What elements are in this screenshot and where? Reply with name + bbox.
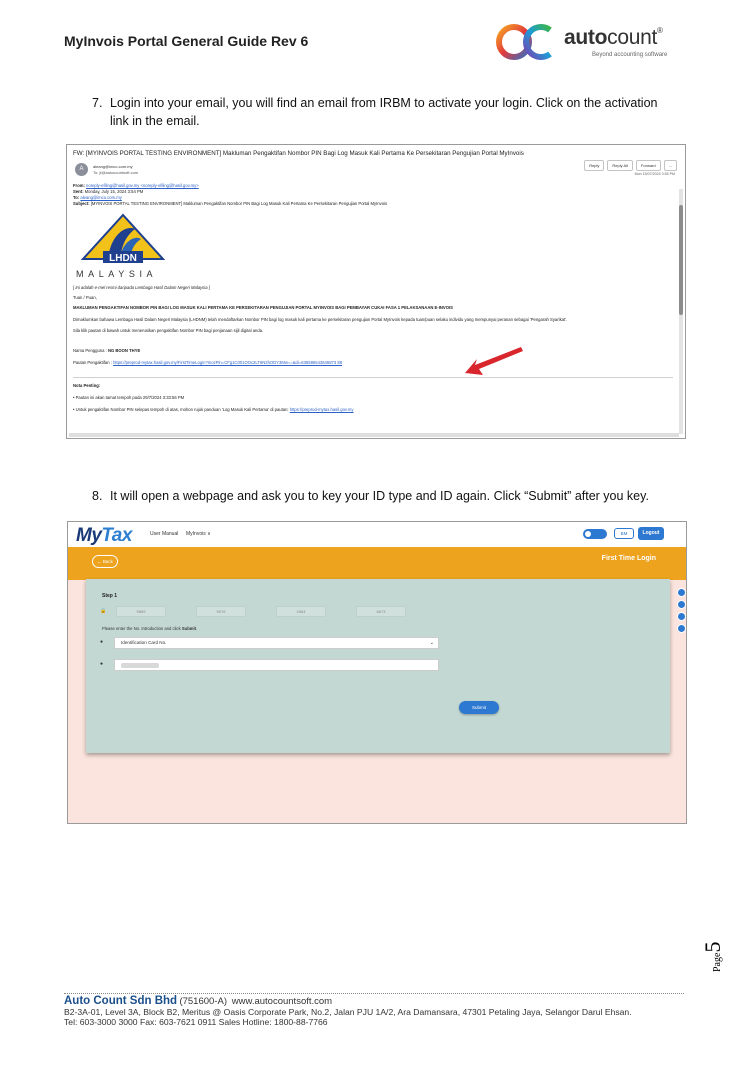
step-7 bbox=[92, 94, 692, 130]
instruction-text: Please enter the No. Introduction and click Submit. bbox=[102, 626, 198, 631]
vertical-scrollbar[interactable] bbox=[679, 189, 683, 434]
mytax-screenshot bbox=[67, 521, 687, 824]
logo-tagline: Beyond accounting software bbox=[592, 52, 668, 58]
company-website[interactable]: www.autocountsoft.com bbox=[231, 996, 333, 1007]
step-text-continued: link in the email. bbox=[110, 114, 200, 128]
document-title: MyInvois Portal General Guide Rev 6 bbox=[64, 33, 309, 49]
name-line: Nama Pengguna : NG BOON THYE bbox=[73, 348, 141, 353]
header-from: From: noreply-efiling@hasil.gov.my <noreply-efiling@hasil.gov.my> bbox=[73, 183, 199, 188]
lock-icon: 🔒 bbox=[100, 608, 107, 614]
side-home-icon[interactable] bbox=[677, 588, 686, 597]
auto-note: [ Ini adalah e-mel resmi daripada Lembaga Hasil Dalam Negeri Malaysia ] bbox=[73, 285, 210, 290]
email-actions bbox=[584, 160, 677, 171]
email-sender: aleang@imco.com.my bbox=[93, 164, 133, 169]
email-paragraph-2: Sila klik pautan di bawah untuk menerusikan pengaktifan Nombor PIN bagi penjanaan sijil digital anda. bbox=[73, 328, 264, 333]
email-paragraph-1: Dimaklumkan bahawa Lembaga Hasil Dalam Negeri Malaysia (LHDNM) telah mendaftarkan Nombor PIN bagi log masuk kali pertama ke persekitaran pengujian Portal MyInvois kepada tuan/puan selaku individu yang mempunyai peranan sebagai 'Pengarah Syarikat'. bbox=[73, 317, 568, 322]
title-bar bbox=[68, 547, 687, 580]
user-icon: ● bbox=[100, 639, 104, 645]
logo-wordmark: autocount® bbox=[564, 26, 663, 49]
company-address: B2-3A-01, Level 3A, Block B2, Meritus @ Oasis Corporate Park, No.2, Jalan PJU 1A/2, Ara Damansara, 47301 Petaling Jaya, Selangor Darul Ehsan. bbox=[64, 1007, 632, 1017]
company-reg: (751600-A) bbox=[179, 996, 227, 1007]
greeting: Tuan / Puan, bbox=[73, 295, 97, 300]
pin-box-4[interactable]: 8673 bbox=[356, 606, 406, 617]
more-button[interactable]: ... bbox=[664, 160, 677, 171]
back-button[interactable]: ← Back bbox=[92, 555, 118, 568]
pin-box-3[interactable]: 2964 bbox=[276, 606, 326, 617]
sender-avatar: A bbox=[75, 163, 88, 176]
autocount-rings-icon bbox=[494, 22, 556, 62]
logout-button[interactable]: Logout bbox=[638, 527, 664, 540]
submit-button[interactable]: Submit bbox=[459, 701, 499, 714]
step-label: Step 1 bbox=[102, 593, 118, 599]
step-text: Login into your email, you will find an email from IRBM to activate your login. Click on the activation bbox=[110, 96, 658, 110]
svg-text:LHDN: LHDN bbox=[109, 253, 137, 264]
nota-item-2: • Untuk pengaktifan Nombor PIN selepas tempoh di atas, mohon rujuk panduan 'Log Masuk Kali Pertama' di pautan: https://preprod-mytax.hasil.gov.my bbox=[73, 407, 354, 412]
scroll-thumb[interactable] bbox=[679, 205, 683, 315]
activation-line: Pautan Pengaktifan : https://preprod-mytax.hasil.gov.my/FirstTimeLogin?mozPin=CFg1C001OOc2LT6N2hODY3Mw==&di=636586543646873 88 bbox=[73, 360, 343, 365]
page-title: First Time Login bbox=[601, 555, 656, 562]
lhdn-logo-icon bbox=[77, 213, 169, 271]
activation-link[interactable]: https://preprod-mytax.hasil.gov.my/FirstTimeLogin?mozPin=CFg1C001OOc2LT6N2hODY3Mw==&di=636586543646873 88 bbox=[113, 360, 343, 365]
nota-heading: Nota Penting: bbox=[73, 383, 101, 388]
step-8 bbox=[92, 487, 649, 505]
mytax-logo: MyTax bbox=[76, 525, 132, 546]
footer-divider bbox=[64, 993, 684, 994]
pin-box-1[interactable]: 9859 bbox=[116, 606, 166, 617]
company-name: Auto Count Sdn Bhd bbox=[64, 995, 178, 1007]
login-form-panel bbox=[86, 579, 670, 753]
forward-button[interactable]: Forward bbox=[636, 160, 661, 171]
red-pointer-arrow-icon bbox=[463, 343, 525, 377]
redacted-value bbox=[121, 663, 159, 668]
lhdn-country: MALAYSIA bbox=[76, 269, 158, 279]
menu-myinvois[interactable]: MyInvois ∨ bbox=[186, 531, 211, 537]
email-screenshot bbox=[66, 144, 686, 439]
email-date: Mon 15/07/2024 3:55 PM bbox=[634, 172, 675, 176]
side-info-icon[interactable] bbox=[677, 600, 686, 609]
email-recipient: To: jt@autocountsoft.com bbox=[93, 170, 139, 175]
reply-button[interactable]: Reply bbox=[584, 160, 604, 171]
horizontal-scrollbar[interactable] bbox=[69, 433, 679, 437]
header-subject: Subject: [MYINVOIS PORTAL TESTING ENVIRONMENT] Makluman Pengaktifan Nombor PIN Bagi Log Masuk Kali Pertama Ke Persekitaran Pengujian Portal MyInvois bbox=[73, 201, 388, 206]
step-text: It will open a webpage and ask you to key your ID type and ID again. Click “Submit” after you key. bbox=[110, 489, 649, 503]
header-sent: Sent: Monday, July 15, 2024 3:54 PM bbox=[73, 189, 144, 194]
email-heading: MAKLUMAN PENGAKTIFAN NOMBOR PIN BAGI LOG MASUK KALI PERTAMA KE PERSEKITARAN PENGUJIAN PORTAL MYINVOIS BAGI PEMBAYAR CUKAI FASA 1 PELAKSANAAN E-INVOIS bbox=[73, 305, 453, 310]
email-subject: FW: [MYINVOIS PORTAL TESTING ENVIRONMENT] Makluman Pengaktifan Nombor PIN Bagi Log Masuk Kali Pertama Ke Persekitaran Pengujian Portal MyInvois bbox=[73, 150, 524, 157]
divider bbox=[73, 377, 673, 378]
chevron-down-icon: ⌄ bbox=[429, 640, 434, 646]
side-help-icon[interactable] bbox=[677, 612, 686, 621]
header-to: To: aleang@imco.com.my bbox=[73, 195, 122, 200]
user-icon: ● bbox=[100, 661, 104, 667]
menu-user-manual[interactable]: User Manual bbox=[150, 531, 179, 537]
step-number: 7. bbox=[92, 96, 103, 110]
page-number: Page5 bbox=[700, 941, 725, 972]
reply-all-button[interactable]: Reply All bbox=[607, 160, 633, 171]
id-type-select[interactable]: Identification Card No. ⌄ bbox=[114, 637, 439, 649]
pin-box-2[interactable]: 5976 bbox=[196, 606, 246, 617]
guide-link[interactable]: https://preprod-mytax.hasil.gov.my bbox=[289, 407, 354, 412]
autocount-logo bbox=[494, 22, 694, 64]
side-settings-icon[interactable] bbox=[677, 624, 686, 633]
step-number: 8. bbox=[92, 489, 103, 503]
footer bbox=[64, 996, 632, 1027]
company-contacts: Tel: 603-3000 3000 Fax: 603-7621 0911 Sales Hotline: 1800-88-7766 bbox=[64, 1017, 328, 1027]
nota-item-1: • Pautan ini akan tamat tempoh pada 29/7/2024 3:33:56 PM bbox=[73, 395, 185, 400]
id-number-input[interactable] bbox=[114, 659, 439, 671]
theme-toggle[interactable] bbox=[583, 529, 607, 539]
language-bm-button[interactable]: BM bbox=[614, 528, 634, 539]
